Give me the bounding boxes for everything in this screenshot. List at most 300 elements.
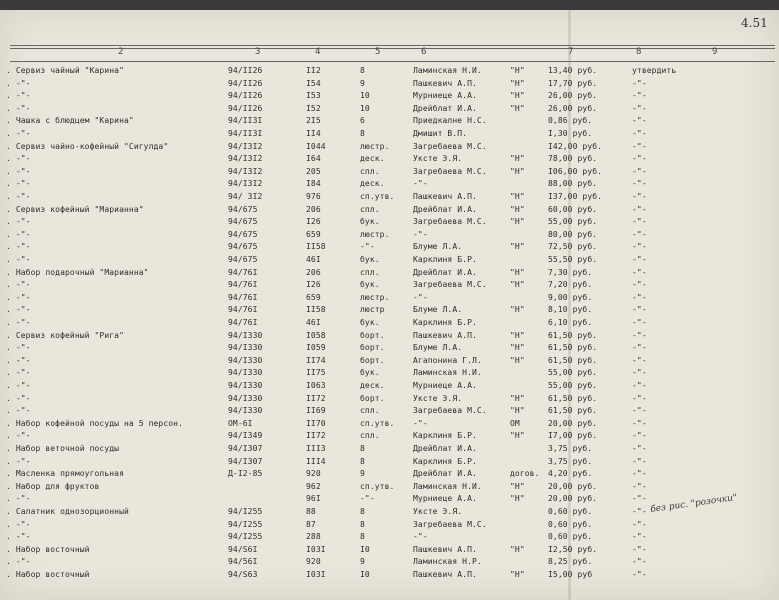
item-name: . -"- <box>6 280 31 290</box>
decoration-type: деск. <box>360 154 385 164</box>
model-number: 962 <box>306 481 321 491</box>
decoration-type: I0 <box>360 544 370 554</box>
article-number: ОМ-6I <box>228 418 253 428</box>
decoration-type: сп.утв. <box>360 481 395 491</box>
decision-note: утвердить <box>632 66 677 75</box>
model-number: I03I <box>306 570 326 579</box>
item-name: . -"- <box>6 431 31 441</box>
item-name: . Набор подарочный "Марианна" <box>6 267 149 277</box>
decoration-type: 8 <box>360 66 365 75</box>
article-number: 94/675 <box>228 217 258 227</box>
price: 3,75 руб. <box>548 444 593 453</box>
category-mark: "Н" <box>510 355 525 365</box>
article-number: 94/I330 <box>228 393 263 403</box>
decision-note: -"- <box>632 141 647 151</box>
item-name: . -"- <box>6 78 31 88</box>
decoration-type: -"- <box>360 494 375 504</box>
article-number: 94/76I <box>228 292 258 302</box>
price: 7,20 руб. <box>548 280 593 290</box>
item-name: . -"- <box>6 368 31 378</box>
item-name: . -"- <box>6 381 31 390</box>
designer-name: Дрейблат И.А. <box>413 444 477 453</box>
price: I,30 руб. <box>548 129 593 138</box>
price: 6,10 руб. <box>548 318 593 327</box>
model-number: 87 <box>306 519 316 529</box>
column-number: 2 <box>118 47 124 57</box>
decoration-type: I0 <box>360 570 370 579</box>
item-name: . Сервиз чайно-кофейный "Сигулда" <box>6 141 169 151</box>
model-number: 206 <box>306 204 321 214</box>
article-number: 94/II3I <box>228 116 263 126</box>
designer-name: Карклиня Б.Р. <box>413 318 477 327</box>
designer-name: Загребаева М.С. <box>413 519 487 529</box>
decision-note: -"- <box>632 381 647 390</box>
item-name: . Сервиз кофейный "Марианна" <box>6 204 144 214</box>
decoration-type: 8 <box>360 456 365 466</box>
designer-name: Приедкалне Н.С. <box>413 116 487 126</box>
model-number: I26 <box>306 280 321 290</box>
decision-note: -"- <box>632 154 647 164</box>
decision-note: -"- <box>632 204 647 214</box>
designer-name: Ламинская Н.И. <box>413 481 482 491</box>
decoration-type: 6 <box>360 116 365 126</box>
price: 4,20 руб. <box>548 469 593 479</box>
category-mark: "Н" <box>510 330 525 340</box>
designer-name: Блуме Л.А. <box>413 343 463 353</box>
decoration-type: 8 <box>360 507 365 516</box>
column-number: 7 <box>568 47 574 57</box>
decoration-type: -"- <box>360 242 375 252</box>
designer-name: -"- <box>413 229 428 239</box>
article-number: 94/I330 <box>228 355 263 365</box>
price: 8,25 руб. <box>548 557 593 567</box>
model-number: 288 <box>306 532 321 542</box>
decoration-type: бук. <box>360 255 380 264</box>
decoration-type: люстр. <box>360 292 390 302</box>
decision-note: -"- <box>632 532 647 542</box>
category-mark: "Н" <box>510 267 525 277</box>
model-number: II70 <box>306 418 326 428</box>
article-number: 94/76I <box>228 267 258 277</box>
designer-name: Ламинская Н.Р. <box>413 557 482 567</box>
decision-note: -"- <box>632 544 647 554</box>
item-name: . Набор веточной посуды <box>6 444 120 453</box>
article-number: 94/I307 <box>228 456 263 466</box>
price: 8,10 руб. <box>548 305 593 315</box>
article-number: Д-I2-85 <box>228 469 263 479</box>
decoration-type: спл. <box>360 431 380 441</box>
item-name: . -"- <box>6 242 31 252</box>
designer-name: Пашкевич А.П. <box>413 78 477 88</box>
model-number: 659 <box>306 229 321 239</box>
category-mark: "Н" <box>510 192 525 201</box>
price: I37,00 руб. <box>548 192 603 201</box>
item-name: . -"- <box>6 406 31 416</box>
designer-name: Ламинская Н.И. <box>413 66 482 75</box>
article-number: 94/56I <box>228 557 258 567</box>
category-mark: "Н" <box>510 570 525 579</box>
decoration-type: бук. <box>360 280 380 290</box>
model-number: 205 <box>306 166 321 176</box>
model-number: 976 <box>306 192 321 201</box>
decoration-type: борт. <box>360 355 385 365</box>
article-number: 94/I307 <box>228 444 263 453</box>
decoration-type: 9 <box>360 469 365 479</box>
price: 0,86 руб. <box>548 116 593 126</box>
price: 60,00 руб. <box>548 204 598 214</box>
item-name: . -"- <box>6 179 31 189</box>
decision-note: -"- <box>632 318 647 327</box>
item-name: . -"- <box>6 91 31 101</box>
decision-note: -"- <box>632 305 647 315</box>
decision-note: -"- <box>632 343 647 353</box>
designer-name: Загребаева М.С. <box>413 141 487 151</box>
item-name: . -"- <box>6 355 31 365</box>
decision-note: -"- <box>632 103 647 113</box>
model-number: I044 <box>306 141 326 151</box>
decision-note: -"- <box>632 229 647 239</box>
model-number: I059 <box>306 343 326 353</box>
item-name: . -"- <box>6 217 31 227</box>
column-number: 9 <box>712 47 718 57</box>
column-number: 3 <box>255 47 261 57</box>
model-number: II58 <box>306 305 326 315</box>
decision-note: -"- <box>632 519 647 529</box>
item-name: . Набор кофейной посуды на 5 персон. <box>6 418 183 428</box>
article-number: 94/I330 <box>228 406 263 416</box>
model-number: 206 <box>306 267 321 277</box>
decoration-type: люстр. <box>360 141 390 151</box>
article-number: 94/76I <box>228 318 258 327</box>
article-number: 94/675 <box>228 255 258 264</box>
designer-name: Уксте Э.Я. <box>413 507 463 516</box>
article-number: 94/I3I2 <box>228 179 263 189</box>
item-name: . -"- <box>6 192 31 201</box>
category-mark: "Н" <box>510 305 525 315</box>
designer-name: Пашкевич А.П. <box>413 330 477 340</box>
price: 9,00 руб. <box>548 292 593 302</box>
article-number: 94/76I <box>228 305 258 315</box>
designer-name: Загребаева М.С. <box>413 406 487 416</box>
price: 61,50 руб. <box>548 343 598 353</box>
item-name: . Чашка с блюдцем "Карина" <box>6 116 134 126</box>
price: 55,00 руб. <box>548 368 598 378</box>
decision-note: -"- <box>632 444 647 453</box>
article-number: 94/S6I <box>228 544 258 554</box>
category-mark: "Н" <box>510 544 525 554</box>
price: 26,00 руб. <box>548 103 598 113</box>
decoration-type: люстр. <box>360 229 390 239</box>
item-name: . -"- <box>6 154 31 164</box>
article-number: 94/I330 <box>228 330 263 340</box>
category-mark: "Н" <box>510 204 525 214</box>
item-name: . -"- <box>6 129 31 138</box>
model-number: III4 <box>306 456 326 466</box>
model-number: II72 <box>306 431 326 441</box>
price: I42,00 руб. <box>548 141 603 151</box>
price: 80,00 руб. <box>548 229 598 239</box>
item-name: . Набор восточный <box>6 570 90 579</box>
model-number: 96I <box>306 494 321 504</box>
decoration-type: 8 <box>360 129 365 138</box>
article-number: 94/II26 <box>228 91 263 101</box>
designer-name: Карклиня Б.Р. <box>413 431 477 441</box>
item-name: . Сервиз чайный "Карина" <box>6 66 124 75</box>
category-mark: "Н" <box>510 343 525 353</box>
designer-name: -"- <box>413 179 428 189</box>
designer-name: -"- <box>413 292 428 302</box>
item-name: . -"- <box>6 494 31 504</box>
decision-note: -"- <box>632 267 647 277</box>
designer-name: -"- <box>413 532 428 542</box>
category-mark: "Н" <box>510 280 525 290</box>
decoration-type: сп.утв. <box>360 418 395 428</box>
decision-note: -"- <box>632 116 647 126</box>
designer-name: Загребаева М.С. <box>413 217 487 227</box>
decision-note: -"- <box>632 192 647 201</box>
decision-note: -"- <box>632 368 647 378</box>
model-number: II69 <box>306 406 326 416</box>
price: 0,60 руб. <box>548 507 593 516</box>
designer-name: -"- <box>413 418 428 428</box>
decision-note: -"- <box>632 355 647 365</box>
article-number: 94/675 <box>228 229 258 239</box>
model-number: I26 <box>306 217 321 227</box>
decision-note: -"- <box>632 418 647 428</box>
designer-name: Уксте Э.Я. <box>413 154 463 164</box>
designer-name: Пашкевич А.П. <box>413 192 477 201</box>
decoration-type: 10 <box>360 103 370 113</box>
model-number: 920 <box>306 557 321 567</box>
designer-name: Дрейблат И.А. <box>413 267 477 277</box>
designer-name: Ламинская Н.И. <box>413 368 482 378</box>
column-number: 6 <box>421 47 427 57</box>
item-name: . -"- <box>6 557 31 567</box>
decision-note: -"- <box>632 179 647 189</box>
decision-note: -"- <box>632 292 647 302</box>
model-number: 88 <box>306 507 316 516</box>
item-name: . -"- <box>6 532 31 542</box>
category-mark: "Н" <box>510 242 525 252</box>
category-mark: "Н" <box>510 66 525 75</box>
decision-note: -"- <box>632 456 647 466</box>
model-number: II4 <box>306 129 321 138</box>
handwritten-note: без рис. "розочки" <box>649 492 738 516</box>
category-mark: "Н" <box>510 166 525 176</box>
designer-name: Блуме Л.А. <box>413 242 463 252</box>
decision-note: -"- <box>632 557 647 567</box>
designer-name: Мурниеце А.А. <box>413 494 477 504</box>
article-number: 94/I255 <box>228 519 263 529</box>
decision-note: -"- <box>632 494 647 504</box>
decoration-type: спл. <box>360 267 380 277</box>
category-mark: ОМ <box>510 418 520 428</box>
decoration-type: 10 <box>360 91 370 101</box>
designer-name: Карклиня Б.Р. <box>413 456 477 466</box>
article-number: 94/675 <box>228 204 258 214</box>
decoration-type: 9 <box>360 557 365 567</box>
article-number: 94/II26 <box>228 103 263 113</box>
price: I5,00 руб <box>548 570 593 579</box>
header-top-rule-double <box>10 48 775 49</box>
article-number: 94/I3I2 <box>228 141 263 151</box>
column-number: 5 <box>375 47 381 57</box>
category-mark: "Н" <box>510 393 525 403</box>
designer-name: Мурниеце А.А. <box>413 91 477 101</box>
item-name: . Салатник однозорционный <box>6 507 129 516</box>
decision-note: -"- <box>632 469 647 479</box>
price: 55,50 руб. <box>548 255 598 264</box>
decision-note: -"- <box>632 166 647 176</box>
model-number: 920 <box>306 469 321 479</box>
category-mark: догов. <box>510 469 540 479</box>
decoration-type: 8 <box>360 532 365 542</box>
designer-name: Агапонина Г.Л. <box>413 355 482 365</box>
price: 13,40 руб. <box>548 66 598 75</box>
price: 55,00 руб. <box>548 217 598 227</box>
article-number: 94/I330 <box>228 343 263 353</box>
designer-name: Блуме Л.А. <box>413 305 463 315</box>
decision-note: -"- <box>632 393 647 403</box>
model-number: I84 <box>306 179 321 189</box>
article-number: 94/I330 <box>228 368 263 378</box>
item-name: . -"- <box>6 519 31 529</box>
column-number: 8 <box>636 47 642 57</box>
decoration-type: спл. <box>360 204 380 214</box>
price: I06,00 руб. <box>548 166 603 176</box>
price: 17,70 руб. <box>548 78 598 88</box>
decision-note: -"- <box>632 255 647 264</box>
article-number: 94/I255 <box>228 532 263 542</box>
item-name: . -"- <box>6 229 31 239</box>
model-number: 659 <box>306 292 321 302</box>
decision-note: -"- <box>632 78 647 88</box>
designer-name: Пашкевич А.П. <box>413 570 477 579</box>
designer-name: Дрейблат И.А. <box>413 103 477 113</box>
category-mark: "Н" <box>510 481 525 491</box>
article-number: 94/S63 <box>228 570 258 579</box>
decoration-type: 8 <box>360 444 365 453</box>
model-number: I03I <box>306 544 326 554</box>
category-mark: "Н" <box>510 217 525 227</box>
article-number: 94/76I <box>228 280 258 290</box>
price: 0,60 руб. <box>548 532 593 542</box>
sheet-number: 4.51 <box>741 16 768 30</box>
item-name: . Набор восточный <box>6 544 90 554</box>
item-name: . -"- <box>6 318 31 327</box>
column-number: 4 <box>315 47 321 57</box>
model-number: I058 <box>306 330 326 340</box>
decision-note: -"- <box>632 242 647 252</box>
decoration-type: спл. <box>360 166 380 176</box>
decoration-type: бук. <box>360 368 380 378</box>
item-name: . Масленка прямоугольная <box>6 469 124 479</box>
decoration-type: борт. <box>360 343 385 353</box>
article-number: 94/I255 <box>228 507 263 516</box>
item-name: . -"- <box>6 393 31 403</box>
model-number: I063 <box>306 381 326 390</box>
designer-name: Загребаева М.С. <box>413 166 487 176</box>
price: 88,00 руб. <box>548 179 598 189</box>
category-mark: "Н" <box>510 154 525 164</box>
category-mark: "Н" <box>510 91 525 101</box>
decision-note: -"- <box>632 91 647 101</box>
article-number: 94/I3I2 <box>228 154 263 164</box>
price: 61,50 руб. <box>548 355 598 365</box>
header-top-rule <box>10 45 775 46</box>
article-number: 94/II26 <box>228 78 263 88</box>
article-number: 94/II26 <box>228 66 263 75</box>
category-mark: "Н" <box>510 406 525 416</box>
price: 3,75 руб. <box>548 456 593 466</box>
item-name: . -"- <box>6 255 31 264</box>
designer-name: Карклиня Б.Р. <box>413 255 477 264</box>
model-number: 46I <box>306 255 321 264</box>
category-mark: "Н" <box>510 431 525 441</box>
item-name: . -"- <box>6 343 31 353</box>
item-name: . -"- <box>6 456 31 466</box>
designer-name: Дмишит В.П. <box>413 129 468 138</box>
price: 55,00 руб. <box>548 381 598 390</box>
model-number: I52 <box>306 103 321 113</box>
price: 20,00 руб. <box>548 418 598 428</box>
category-mark: "Н" <box>510 494 525 504</box>
price: 0,60 руб. <box>548 519 593 529</box>
decoration-type: 8 <box>360 519 365 529</box>
decision-note: -"- <box>632 330 647 340</box>
item-name: . -"- <box>6 103 31 113</box>
item-name: . -"- <box>6 166 31 176</box>
decoration-type: люстр <box>360 305 385 315</box>
article-number: 94/II3I <box>228 129 263 138</box>
model-number: II2 <box>306 66 321 75</box>
decoration-type: сп.утв. <box>360 192 395 201</box>
article-number: 94/ 3I2 <box>228 192 263 201</box>
category-mark: "Н" <box>510 78 525 88</box>
item-name: . Сервиз кофейный "Рига" <box>6 330 124 340</box>
decision-note: -"- <box>632 507 647 516</box>
price: 78,00 руб. <box>548 154 598 164</box>
article-number: 94/I3I2 <box>228 166 263 176</box>
category-mark: "Н" <box>510 103 525 113</box>
model-number: I53 <box>306 91 321 101</box>
model-number: I54 <box>306 78 321 88</box>
price: 61,50 руб. <box>548 406 598 416</box>
decision-note: -"- <box>632 280 647 290</box>
decision-note: -"- <box>632 129 647 138</box>
decision-note: -"- <box>632 481 647 491</box>
decoration-type: 9 <box>360 78 365 88</box>
document-page <box>0 10 779 600</box>
price: 20,00 руб. <box>548 481 598 491</box>
designer-name: Дрейблат И.А. <box>413 469 477 479</box>
price: 61,50 руб. <box>548 330 598 340</box>
decoration-type: борт. <box>360 393 385 403</box>
decoration-type: деск. <box>360 179 385 189</box>
price: 7,30 руб. <box>548 267 593 277</box>
designer-name: Мурниеце А.А. <box>413 381 477 390</box>
item-name: . -"- <box>6 305 31 315</box>
header-bottom-rule <box>10 61 775 62</box>
decoration-type: спл. <box>360 406 380 416</box>
decoration-type: бук. <box>360 318 380 327</box>
article-number: 94/I349 <box>228 431 263 441</box>
model-number: II58 <box>306 242 326 252</box>
article-number: 94/I330 <box>228 381 263 390</box>
article-number: 94/675 <box>228 242 258 252</box>
price: 26,00 руб. <box>548 91 598 101</box>
designer-name: Дрейблат И.А. <box>413 204 477 214</box>
